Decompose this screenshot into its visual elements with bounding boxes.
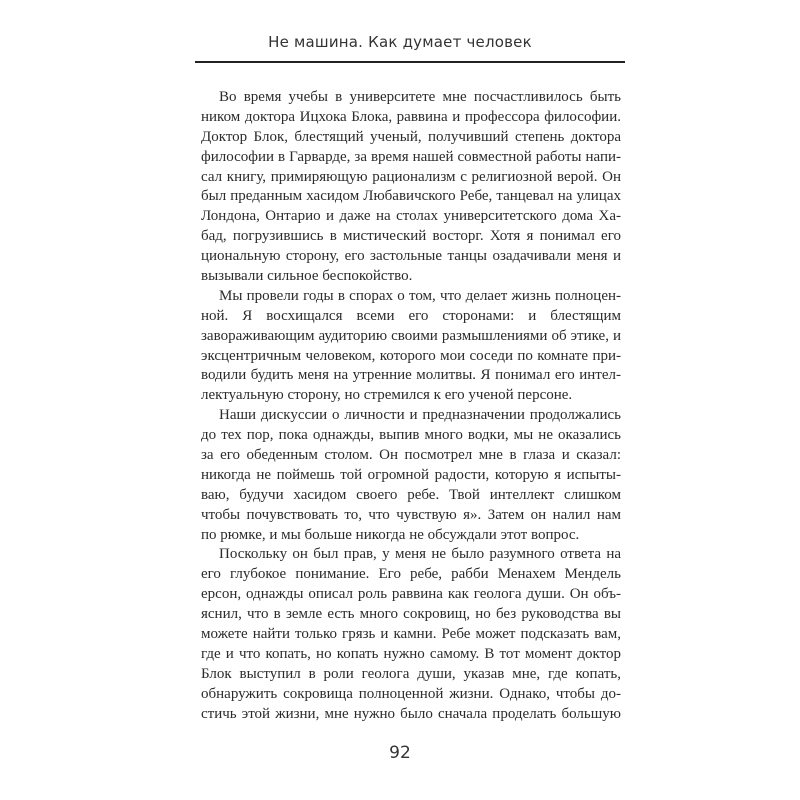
text-line: циональную сторону, его застольные танцы озадачивали меня и — [201, 248, 621, 265]
text-line: чтобы почувствовать то, что чувствую я». Затем он налил нам — [201, 506, 621, 523]
text-line: обнаружить сокровища полноценной жизни. Однако, чтобы до- — [201, 685, 621, 702]
text-line: Доктор Блок, блестящий ученый, получивший степень доктора — [201, 128, 621, 145]
paragraph — [201, 406, 621, 545]
text-line: за его обеденным столом. Он посмотрел мне в глаза и сказал: — [201, 447, 621, 464]
text-line: сал книгу, примиряющую рационализм с религиозной верой. Он — [201, 168, 621, 185]
text-line: Блок выступил в роли геолога души, указав мне, где копать, — [201, 665, 621, 682]
text-line: ником доктора Ицхока Блока, раввина и профессора философии. — [201, 108, 621, 125]
text-line: по рюмке, и мы больше никогда не обсуждали этот вопрос. — [201, 526, 580, 543]
text-line: философии в Гарварде, за время нашей совместной работы напи- — [201, 148, 621, 165]
text-line: стичь этой жизни, мне нужно было сначала проделать большую — [201, 705, 621, 722]
text-line: Поскольку он был прав, у меня не было разумного ответа на — [219, 546, 621, 563]
page-number: 92 — [389, 743, 411, 763]
text-line: ваю, будучи хасидом своего ребе. Твой интеллект слишком — [201, 486, 621, 503]
paragraph — [201, 88, 621, 287]
text-line: можете найти только грязь и камни. Ребе может подсказать вам, — [201, 626, 621, 643]
text-line: лектуальную сторону, но стремился к его ученой персоне. — [201, 387, 573, 404]
body-text — [201, 88, 621, 725]
text-line: бад, погрузившись в мистический восторг. Хотя я понимал его — [201, 228, 621, 245]
text-line: Наши дискуссии о личности и предназначении продолжались — [219, 407, 621, 424]
text-line: вызывали сильное беспокойство. — [201, 268, 413, 285]
header-rule — [195, 61, 625, 63]
text-line: Во время учебы в университете мне посчастливилось быть — [219, 89, 621, 105]
text-line: где и что копать, но копать нужно самому. В тот момент доктор — [201, 645, 621, 662]
text-line: эксцентричным человеком, которого мои соседи по комнате при- — [201, 347, 621, 364]
text-line: завораживающим аудиторию своими размышлениями об этике, и — [201, 327, 621, 344]
running-header-title: Не машина. Как думает человек — [268, 33, 532, 51]
text-line: ной. Я восхищался всеми его сторонами: и блестящим — [201, 307, 621, 324]
text-line: ерсон, однажды описал роль раввина как геолога души. Он объ- — [201, 586, 621, 603]
paragraph — [201, 545, 621, 724]
text-line: Лондона, Онтарио и даже на столах университетского дома Ха- — [201, 208, 621, 225]
text-line: его глубокое понимание. Его ребе, рабби Менахем Мендель — [201, 566, 621, 583]
paragraph — [201, 287, 621, 406]
text-line: водили будить меня на утренние молитвы. Я понимал его интел- — [201, 367, 621, 384]
text-line: никогда не поймешь той огромной радости, которую я испыты- — [201, 466, 621, 483]
text-line: до тех пор, пока однажды, выпив много водки, мы не оказались — [201, 427, 621, 444]
text-line: был преданным хасидом Любавичского Ребе, танцевал на улицах — [201, 188, 621, 205]
text-line: Мы провели годы в спорах о том, что делает жизнь полноцен- — [219, 287, 621, 304]
text-line: яснил, что в земле есть много сокровищ, но без руководства вы — [201, 606, 621, 623]
